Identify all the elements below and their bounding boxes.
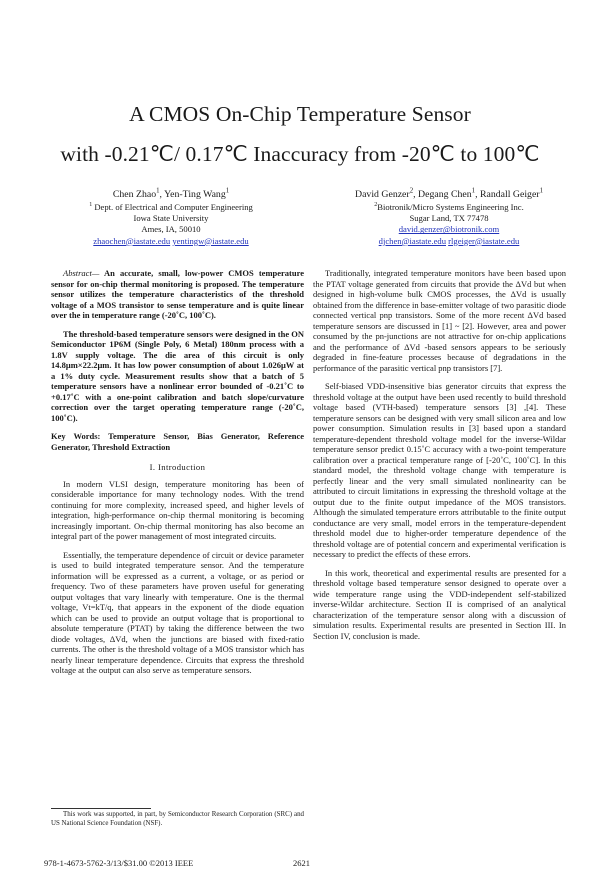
abstract-paragraph (51, 268, 304, 321)
abstract-text: An accurate, small, low-power CMOS temperature sensor for on-chip thermal monitoring is proposed. The temperature sensor utilizes the temperature characteristics of the threshold voltage of a MOS transistor to sense temperature and is quite linear over the in temperature range (-20˚C, 100˚C). (51, 268, 304, 320)
abstract-paragraph-2: The threshold-based temperature sensors were designed in the ON Semiconductor 1P6M (Single Poly, 6 Metal) 180nm process with a 1.8V supply voltage. The die area of this circuit is only 14.8μm×22.2μm. It has low power consumption of about 1.026μW at a 1% duty cycle. Measurement results show that a batch of 5 temperature sensors have a nonlinear error bounded of -0.21˚C to +0.17˚C with a one-point calibration and batch slope/curvature correction over the target operating temperature range (-20˚C, 100˚C). (51, 328, 304, 423)
affiliation-right (318, 202, 580, 213)
email-line-left (46, 236, 296, 247)
author-name: Degang Chen (418, 189, 472, 200)
author-name: David Genzer (355, 189, 410, 200)
author-sup: 1 (156, 187, 160, 195)
email-line-right-1 (318, 224, 580, 235)
affiliation-left (46, 202, 296, 213)
page-number: 2621 (293, 858, 310, 868)
section-heading-introduction: I. Introduction (149, 462, 206, 472)
author-sup: 1 (539, 187, 543, 195)
body-paragraph: In modern VLSI design, temperature monitoring has been of considerable importance for many technology nodes. With the trend continuing for more complexity, increased speed, and higher levels of integration, high-performance on-chip thermal monitoring is becoming increasingly important. On-chip thermal monitoring has also become an integral part of the power management of most integrated circuits. (51, 478, 304, 541)
paper-title-line1: A CMOS On-Chip Temperature Sensor (129, 102, 471, 126)
affiliation-company: Biotronik/Micro Systems Engineering Inc. (377, 202, 524, 212)
body-paragraph: In this work, theoretical and experimental results are presented for a threshold voltage based temperature sensor designed to operate over a wide temperature range using the VDD-independent self-stabilized inverse-Wildar architecture. Section II is comprised of an analytical characterization of the temperature sensor along with a discussion of simulation results. Experimental results are presented in Section III. In Section IV, conclusion is made. (313, 567, 566, 641)
author-name: Yen-Ting Wang (164, 189, 226, 200)
author-names-left: Chen Zhao$^1$, Yen-Ting Wang$^1$ (112, 187, 230, 200)
body-paragraph: Traditionally, integrated temperature monitors have been based upon the PTAT voltage generated from circuits that provide the ΔVd but when designed in high-volume bulk CMOS processes, the ΔVd is usually obtained from the difference in base-emitter voltage of two parasitic diode connected vertical pnp transistors. Some of the more recent ΔVd based temperature sensors are discussed in [1] ~ [2]. However, area and power consumed by the pn-junctions are not attractive for on-chip applications and the performance of ΔVd -based sensors appears to be seriously degraded in fine-feature processes because of degradations in the performance of the parasitic vertical pnp transistors [7]. (313, 268, 566, 373)
footnote-rule (51, 808, 151, 809)
author-name: Randall Geiger (479, 189, 540, 200)
email-line-right-2 (318, 236, 580, 247)
body-paragraph: Essentially, the temperature dependence of circuit or device parameter is used to build integrated temperature sensor. And the temperature information will be expressed as a current, a voltage, or as period or frequency. Two of these parameters have proven useful for generating output voltages that vary linearly with temperature. One is the thermal voltage, Vt=kT/q, that appears in the exponent of the diode equation which can be used to provide an output voltage that is proportional to absolute temperature (PTAT) by taking the difference between the two diode voltages, ΔVd, when the junctions are biased with fixed-ratio currents. The other is the threshold voltage of a MOS transistor which has nearly linear temperature dependence. Circuits that express the threshold voltage at the output can also serve as temperature sensors. (51, 549, 304, 675)
right-column (313, 268, 566, 641)
affiliation-city: Ames, IA, 50010 (141, 224, 201, 235)
affiliation-sup: 1 (89, 202, 93, 209)
email-link[interactable]: david.genzer@biotronik.com (398, 224, 500, 235)
author-sup: 1 (225, 187, 230, 195)
author-sup: 1 (471, 187, 476, 195)
email-link[interactable]: djchen@iastate.edu (378, 235, 446, 246)
left-column (51, 268, 304, 676)
body-paragraph: Self-biased VDD-insensitive bias generator circuits that express the threshold voltage at the output have been used recently to build threshold voltage based (VTH-based) temperature sensors [3] ,[4]. These temperature sensors can be designed with very small silicon area and low power consumption. Simulation results in [3] based upon a standard temperature-dependent threshold voltage model for the inverse-Wildar temperature sensor predict 0.15˚C accuracy with a two-point temperature calibration over a practical temperature range of [-20˚C, 100˚C]. In this standard model, the threshold voltage change with temperature is perfectly linear and the very small simulated nonlinearity can be attributed to circuit limitations in expressing the threshold voltage at the output due to the finite output impedance of the MOS transistors. Although the simulated temperature errors attributable to the finite output conductance are very small, model errors in the temperature-dependent threshold model due to higher-order temperature dependence of the threshold voltage are of potential concern and experimental verification is necessary to predict the effects of these errors. (313, 381, 566, 559)
affiliation-city: Sugar Land, TX 77478 (409, 213, 489, 224)
keywords-text: Temperature Sensor, Bias Generator, Reference Generator, Threshold Extraction (51, 431, 304, 452)
keywords-label: Key Words: (51, 431, 101, 441)
author-name: Chen Zhao (112, 189, 157, 200)
author-block-left (46, 188, 296, 247)
author-sup: 2 (409, 187, 414, 195)
author-names-right: David Genzer$^2$, Degang Chen$^1$, Randall Geiger$^1$ (355, 187, 543, 200)
affiliation-dept: Dept. of Electrical and Computer Engineering (92, 202, 253, 212)
abstract-label: Abstract— (63, 268, 100, 278)
email-link[interactable]: yentingw@iastate.edu (172, 235, 249, 246)
affiliation-sup: 2 (374, 202, 378, 209)
email-link[interactable]: rlgeiger@iastate.edu (448, 235, 520, 246)
paper-title-line2: with -0.21℃/ 0.17℃ Inaccuracy from -20℃ to 100℃ (60, 142, 540, 166)
footnote (51, 811, 304, 828)
affiliation-university: Iowa State University (133, 213, 209, 224)
footnote-text: This work was supported, in part, by Semiconductor Research Corporation (SRC) and US National Science Foundation (NSF). (51, 811, 304, 827)
author-block-right (318, 188, 580, 247)
email-link[interactable]: zhaochen@iastate.edu (93, 235, 171, 246)
footer-isbn: 978-1-4673-5762-3/13/$31.00 ©2013 IEEE (44, 858, 194, 868)
keywords-paragraph (51, 431, 304, 452)
